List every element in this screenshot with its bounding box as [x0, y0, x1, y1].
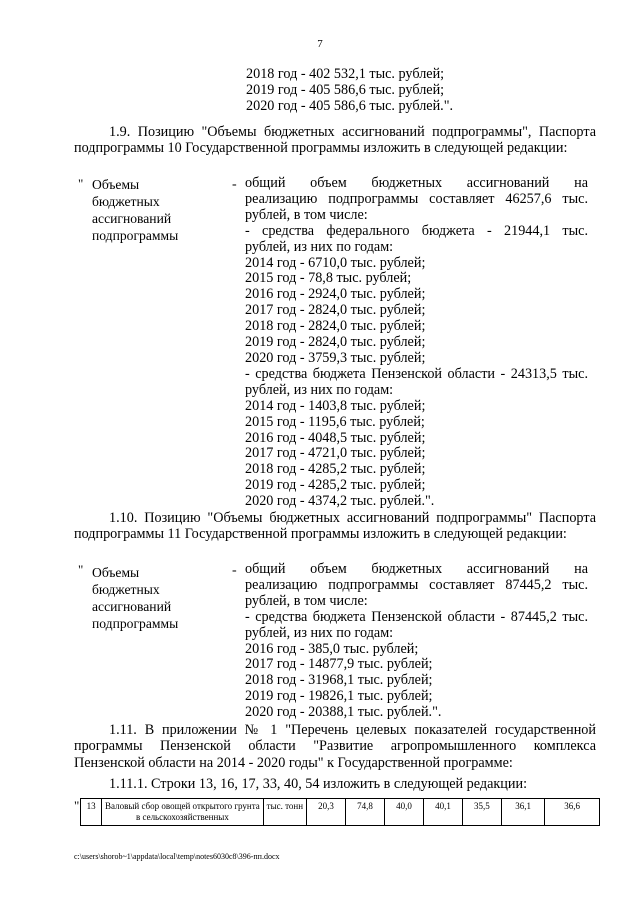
text-line: 2017 год - 4721,0 тыс. рублей; — [245, 445, 426, 462]
quote-mark: " — [78, 176, 84, 191]
text-line: общий объем бюджетных ассигнований на — [245, 561, 588, 577]
text-line: рублей, из них по годам: — [245, 624, 394, 641]
text-line: 2019 год - 4285,2 тыс. рублей; — [245, 477, 426, 494]
text-line: 2016 год - 4048,5 тыс. рублей; — [245, 429, 426, 446]
label-line: Объемы — [92, 565, 140, 580]
block2-right-text — [245, 562, 588, 721]
label-line: подпрограммы — [92, 616, 179, 631]
text-line: реализацию подпрограммы составляет 46257,6 тыс. — [245, 190, 588, 207]
text-line: рублей, в том числе: — [245, 206, 368, 223]
text-line: 2014 год - 1403,8 тыс. рублей; — [245, 397, 426, 414]
table-row — [81, 799, 600, 826]
text-line: - средства бюджета Пензенской области - 24313,5 тыс. — [245, 365, 588, 382]
table-cell: 20,3 — [307, 799, 346, 826]
page-number: 7 — [317, 38, 323, 50]
text-line: 2017 год - 2824,0 тыс. рублей; — [245, 302, 426, 319]
text-line: 2016 год - 385,0 тыс. рублей; — [245, 640, 419, 657]
top-line-2019: 2019 год - 405 586,6 тыс. рублей; — [246, 82, 445, 98]
table-cell: 13 — [81, 799, 102, 826]
dash: - — [232, 177, 237, 192]
label-line: ассигнований — [92, 599, 172, 614]
top-line-2018: 2018 год - 402 532,1 тыс. рублей; — [246, 66, 445, 82]
text-line: 2017 год - 14877,9 тыс. рублей; — [245, 656, 433, 673]
text-line: 2019 год - 19826,1 тыс. рублей; — [245, 688, 433, 705]
table-cell: Валовый сбор овощей открытого грунта в сельскохозяйственных — [102, 799, 263, 826]
text-line: 2018 год - 2824,0 тыс. рублей; — [245, 318, 426, 335]
text-line: 2014 год - 6710,0 тыс. рублей; — [245, 254, 426, 271]
table-cell: 74,8 — [346, 799, 385, 826]
table-cell: тыс. тонн — [263, 799, 306, 826]
label-line: подпрограммы — [92, 228, 179, 243]
block1-right-text — [245, 176, 588, 510]
text-line: рублей, из них по годам: — [245, 381, 394, 398]
text-line: - средства бюджета Пензенской области - 87445,2 тыс. — [245, 608, 588, 625]
indicator-table — [80, 798, 600, 826]
label-line: бюджетных — [92, 582, 160, 597]
text-line: 2016 год - 2924,0 тыс. рублей; — [245, 286, 426, 303]
table-cell: 40,0 — [385, 799, 424, 826]
text-line: 2020 год - 3759,3 тыс. рублей; — [245, 349, 426, 366]
table-cell: 36,6 — [545, 799, 600, 826]
quote-mark: " — [74, 798, 80, 813]
label-line: Объемы — [92, 177, 140, 192]
top-line-2020: 2020 год - 405 586,6 тыс. рублей.". — [246, 98, 454, 114]
text-line: 2015 год - 1195,6 тыс. рублей; — [245, 413, 425, 430]
label-line: бюджетных — [92, 194, 160, 209]
footer-path: c:\users\shorob~1\appdata\local\temp\notes6030c8\396-пп.docx — [74, 852, 280, 861]
table-cell: 36,1 — [501, 799, 544, 826]
paragraph-1-11: 1.11. В приложении № 1 "Перечень целевых показателей государственной программы Пензенской области "Развитие агропромышленного комплекса Пензенской области на 2014 - 2020 годы" к Государственной программе: — [74, 722, 596, 771]
text-line: 2018 год - 31968,1 тыс. рублей; — [245, 672, 433, 689]
paragraph-1-11-1: 1.11.1. Строки 13, 16, 17, 33, 40, 54 изложить в следующей редакции: — [109, 776, 528, 792]
text-line: 2015 год - 78,8 тыс. рублей; — [245, 270, 412, 287]
text-line: рублей, в том числе: — [245, 592, 368, 609]
text-line: общий объем бюджетных ассигнований на — [245, 175, 588, 191]
paragraph-1-10: 1.10. Позицию "Объемы бюджетных ассигнований подпрограммы" Паспорта подпрограммы 11 Государственной программы изложить в следующей редакции: — [74, 510, 596, 543]
quote-mark: " — [78, 562, 84, 577]
paragraph-1-9: 1.9. Позицию "Объемы бюджетных ассигнований подпрограммы", Паспорта подпрограммы 10 Государственной программы изложить в следующей редакции: — [74, 124, 596, 157]
dash: - — [232, 563, 237, 578]
table-cell: 40,1 — [423, 799, 462, 826]
text-line: - средства федерального бюджета - 21944,1 тыс. — [245, 222, 588, 239]
text-line: 2018 год - 4285,2 тыс. рублей; — [245, 461, 426, 478]
text-line: 2019 год - 2824,0 тыс. рублей; — [245, 334, 426, 351]
text-line: рублей, из них по годам: — [245, 238, 394, 255]
table-cell: 35,5 — [462, 799, 501, 826]
label-line: ассигнований — [92, 211, 172, 226]
text-line: 2020 год - 20388,1 тыс. рублей.". — [245, 704, 442, 721]
text-line: 2020 год - 4374,2 тыс. рублей.". — [245, 493, 435, 510]
text-line: реализацию подпрограммы составляет 87445,2 тыс. — [245, 576, 588, 593]
